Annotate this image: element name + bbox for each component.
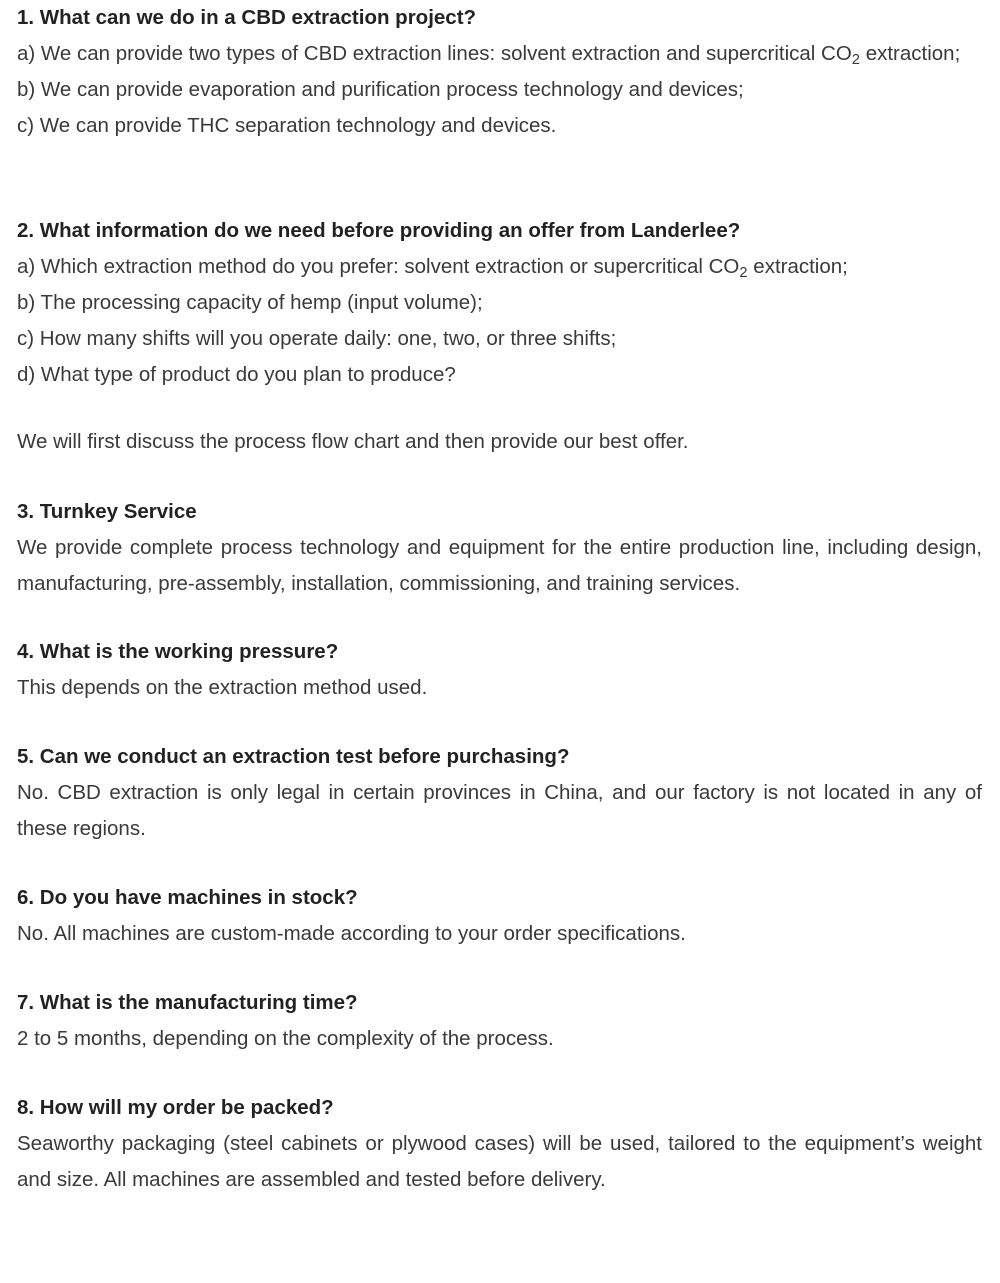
faq-answer-1a: a) We can provide two types of CBD extraction lines: solvent extraction and supercritical $CO_2$ extraction; (17, 42, 961, 69)
faq-question-6: 6. Do you have machines in stock? (17, 886, 358, 909)
faq-answer-7: 2 to 5 months, depending on the complexity of the process. (17, 1027, 554, 1050)
faq-answer-3: We provide complete process technology and equipment for the entire production line, including design, manufacturing, pre-assembly, installation, commissioning, and training services. (17, 536, 982, 595)
faq-question-1: 1. What can we do in a CBD extraction project? (17, 6, 477, 29)
faq-question-7: 7. What is the manufacturing time? (17, 991, 358, 1014)
faq-item-1 (17, 0, 982, 144)
offer-note: We will first discuss the process flow chart and then provide our best offer. (17, 430, 689, 453)
faq-answer-8: Seaworthy packaging (steel cabinets or plywood cases) will be used, tailored to the equipment’s weight and size. All machines are assembled and tested before delivery. (17, 1132, 982, 1191)
faq-question-4: 4. What is the working pressure? (17, 640, 339, 663)
faq-item-2 (17, 213, 982, 393)
faq-question-5: 5. Can we conduct an extraction test before purchasing? (17, 745, 570, 768)
faq-answer-5: No. CBD extraction is only legal in certain provinces in China, and our factory is not located in any of these regions. (17, 781, 982, 840)
faq-item-6 (17, 880, 982, 952)
faq-item-5 (17, 739, 982, 847)
faq-question-8: 8. How will my order be packed? (17, 1096, 334, 1119)
faq-question-2: 2. What information do we need before providing an offer from Landerlee? (17, 219, 741, 242)
faq-item-8 (17, 1090, 982, 1198)
faq-item-7 (17, 985, 982, 1057)
faq-item-4 (17, 634, 982, 706)
faq-answer-6: No. All machines are custom-made according to your order specifications. (17, 922, 686, 945)
faq-answer-1b: b) We can provide evaporation and purification process technology and devices; (17, 78, 744, 101)
faq-answer-2c: c) How many shifts will you operate daily: one, two, or three shifts; (17, 327, 617, 350)
faq-item-3 (17, 494, 982, 602)
faq-answer-2a: a) Which extraction method do you prefer: solvent extraction or supercritical $CO_2$ extraction; (17, 255, 848, 282)
faq-question-3: 3. Turnkey Service (17, 500, 197, 523)
faq-answer-2d: d) What type of product do you plan to produce? (17, 363, 456, 386)
faq-answer-4: This depends on the extraction method used. (17, 676, 428, 699)
faq-answer-2b: b) The processing capacity of hemp (input volume); (17, 291, 483, 314)
faq-note (17, 424, 982, 460)
faq-answer-1c: c) We can provide THC separation technology and devices. (17, 114, 557, 137)
